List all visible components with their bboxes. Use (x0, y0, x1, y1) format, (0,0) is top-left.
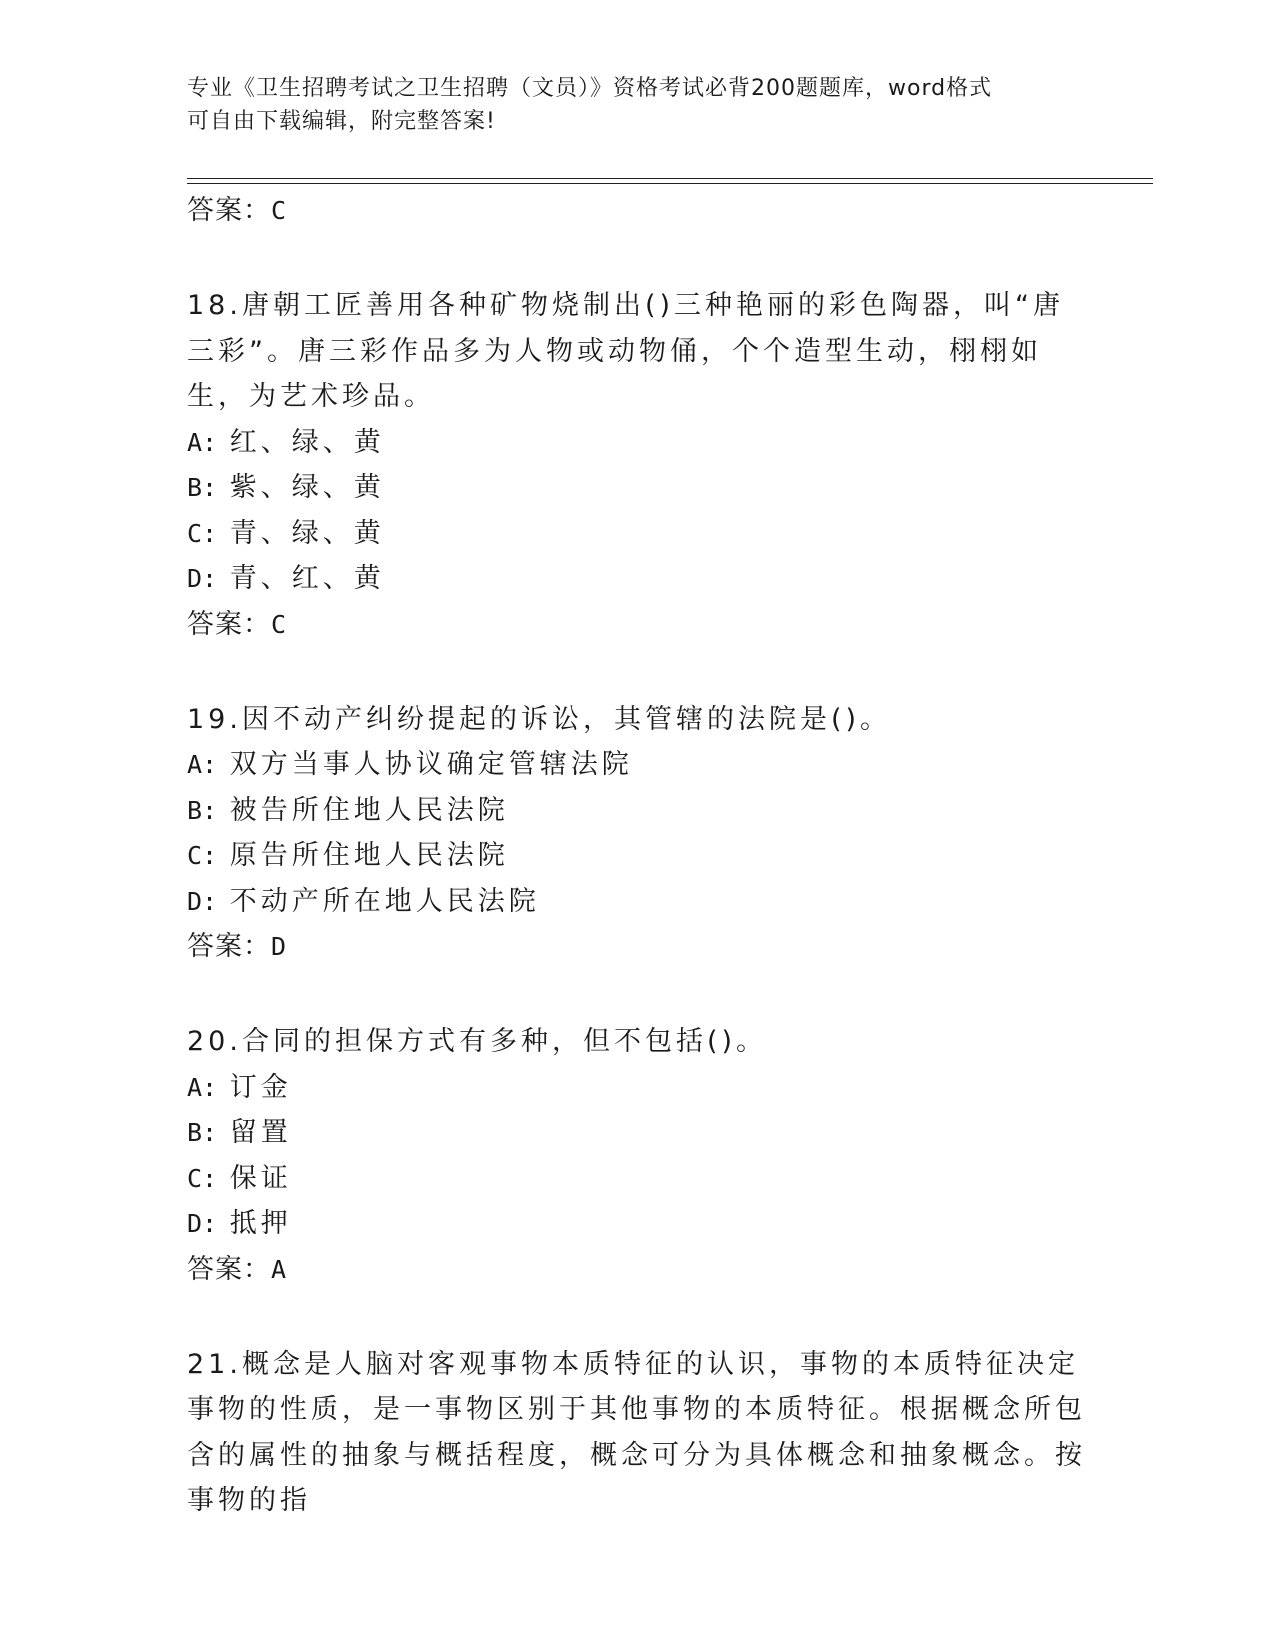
option-text: 青、红、黄 (229, 563, 385, 594)
answer-value: C (271, 196, 288, 225)
option-letter: B: (187, 795, 218, 825)
option-letter: A: (187, 427, 218, 457)
option-text: 保证 (229, 1162, 292, 1194)
header-line-2: 可自由下载编辑，附完整答案! (187, 109, 496, 134)
answer-label: 答案： (187, 195, 271, 226)
option-letter: D: (187, 886, 218, 916)
option-text: 留置 (229, 1117, 292, 1148)
answer-value: D (271, 932, 288, 961)
option-letter: C: (187, 841, 218, 870)
question-21 (187, 1342, 1087, 1524)
question-text: 19.因不动产纠纷提起的诉讼，其管辖的法院是()。 (187, 703, 892, 735)
header-line-1: 专业《卫生招聘考试之卫生招聘（文员）》资格考试必背200题题库，word格式 (187, 76, 993, 101)
answer-value: A (271, 1254, 288, 1284)
option-text: 紫、绿、黄 (229, 472, 385, 503)
option-text: 红、绿、黄 (229, 426, 385, 458)
answer-value: C (271, 609, 288, 639)
question-19 (187, 697, 1087, 970)
option-letter: B: (187, 473, 218, 502)
option-text: 订金 (229, 1071, 292, 1103)
question-18 (187, 283, 1087, 647)
answer-label: 答案： (187, 931, 271, 962)
document-header (187, 72, 1087, 138)
answer-line (187, 1247, 1087, 1292)
option-letter: D: (187, 564, 218, 593)
answer-line (187, 602, 1087, 647)
option-text: 被告所住地人民法院 (229, 794, 509, 826)
question-20 (187, 1019, 1087, 1292)
option-letter: B: (187, 1118, 218, 1147)
option-d (187, 879, 1087, 925)
option-letter: A: (187, 750, 218, 779)
option-b (187, 788, 1087, 834)
document-body (187, 188, 1087, 1524)
option-letter: C: (187, 518, 218, 548)
option-a (187, 742, 1087, 788)
option-a (187, 420, 1087, 466)
header-rule-bottom (187, 183, 1153, 184)
question-text: 18.唐朝工匠善用各种矿物烧制出()三种艳丽的彩色陶器，叫“唐三彩”。唐三彩作品多为人物或动物俑，个个造型生动，栩栩如生，为艺术珍品。 (187, 290, 1064, 412)
option-text: 青、绿、黄 (229, 517, 385, 549)
option-letter: A: (187, 1072, 218, 1102)
option-text: 原告所住地人民法院 (229, 840, 509, 871)
option-b (187, 465, 1087, 511)
answer-line (187, 188, 1087, 233)
answer-line (187, 924, 1087, 969)
option-d (187, 1201, 1087, 1247)
option-text: 双方当事人协议确定管辖法院 (229, 749, 633, 780)
question-text: 20.合同的担保方式有多种，但不包括()。 (187, 1026, 768, 1057)
header-rule-top (187, 178, 1153, 179)
option-b (187, 1110, 1087, 1156)
option-c (187, 1156, 1087, 1202)
option-letter: C: (187, 1163, 218, 1193)
option-letter: D: (187, 1209, 218, 1238)
option-text: 抵押 (229, 1208, 292, 1239)
option-a (187, 1065, 1087, 1111)
option-c (187, 511, 1087, 557)
answer-label: 答案： (187, 608, 271, 640)
option-d (187, 556, 1087, 602)
question-text: 21.概念是人脑对客观事物本质特征的认识，事物的本质特征决定事物的性质，是一事物区别于其他事物的本质特征。根据概念所包含的属性的抽象与概括程度，概念可分为具体概念和抽象概念。按事物的指 (187, 1348, 1086, 1516)
option-c (187, 833, 1087, 879)
answer-label: 答案： (187, 1253, 271, 1285)
option-text: 不动产所在地人民法院 (229, 885, 540, 917)
